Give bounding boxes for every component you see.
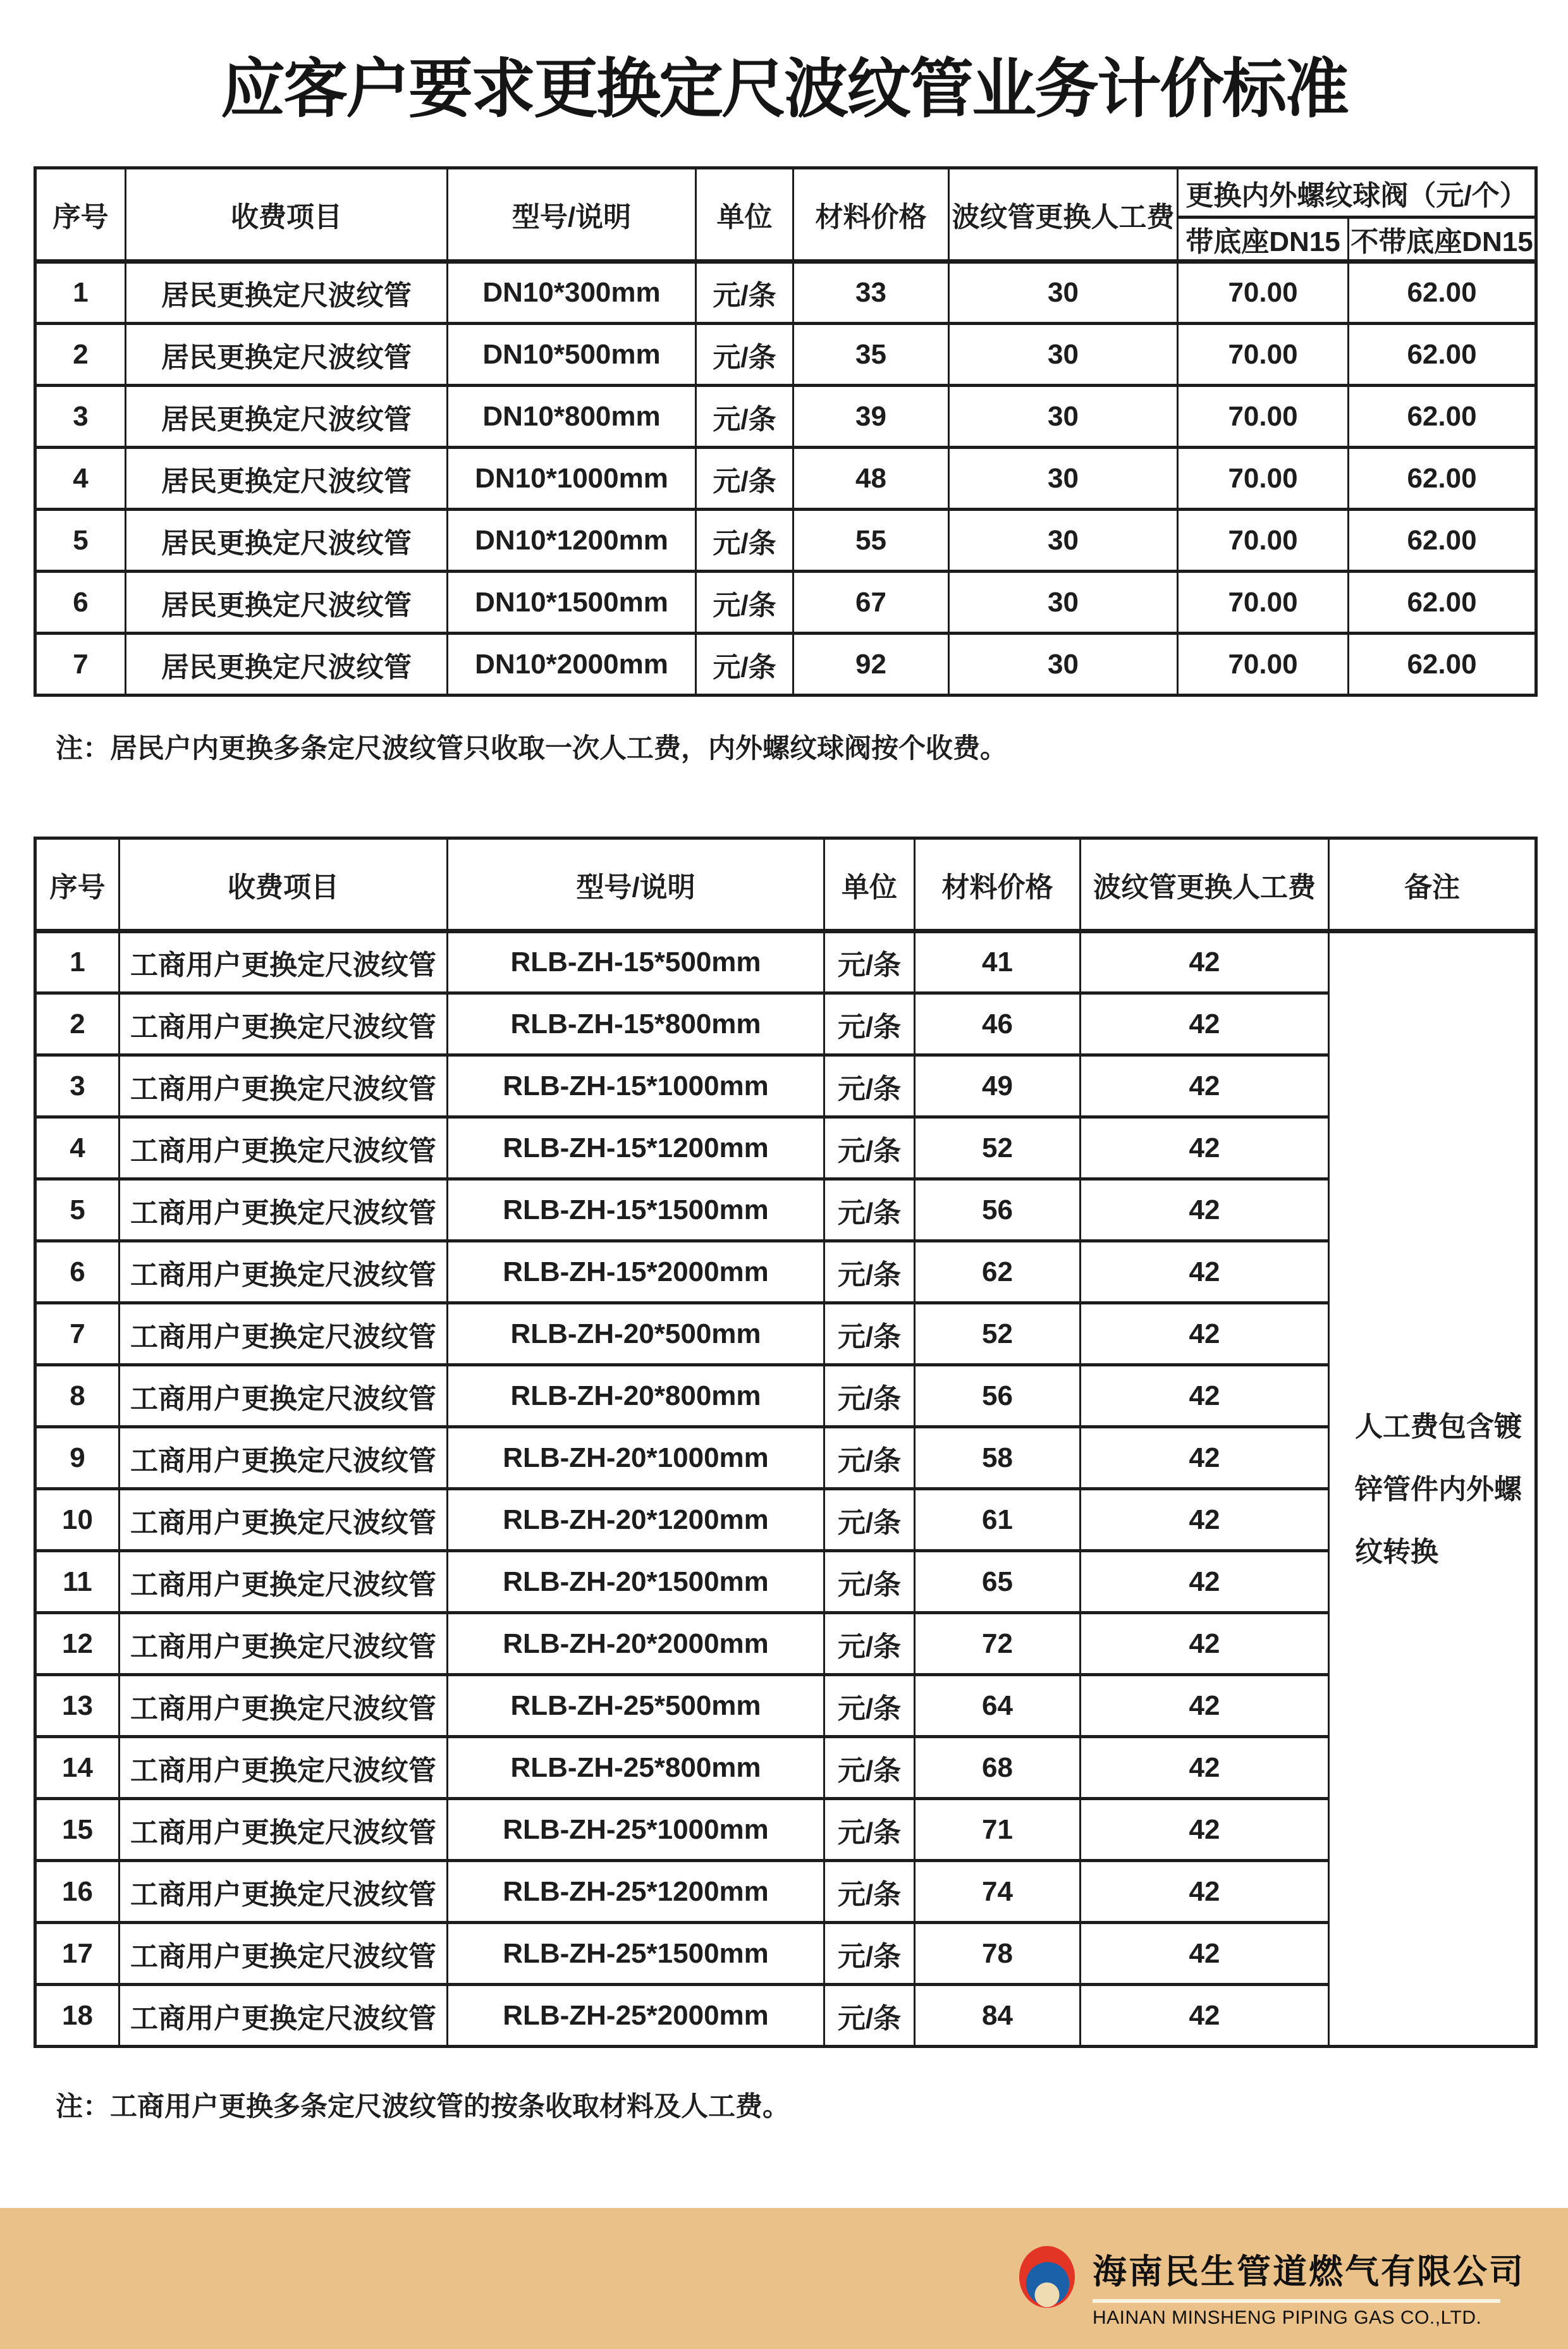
logo-divider bbox=[1093, 2299, 1500, 2303]
table-row bbox=[35, 324, 1536, 386]
table-cell: 62.00 bbox=[1349, 448, 1536, 510]
table-cell: 元/条 bbox=[696, 324, 793, 386]
table-cell: 64 bbox=[915, 1675, 1081, 1737]
table-cell: RLB-ZH-25*2000mm bbox=[448, 1985, 824, 2047]
table-cell: DN10*1500mm bbox=[448, 572, 696, 634]
table-cell: 8 bbox=[35, 1365, 119, 1427]
company-name-cn: 海南民生管道燃气有限公司 bbox=[1093, 2253, 1525, 2291]
col-header-material: 材料价格 bbox=[793, 168, 949, 262]
table-cell: 元/条 bbox=[824, 1551, 915, 1613]
table-row bbox=[35, 572, 1536, 634]
table-cell: 工商用户更换定尺波纹管 bbox=[119, 1303, 448, 1365]
col-header-valve-nobase: 不带底座DN15 bbox=[1349, 218, 1536, 262]
table-cell: RLB-ZH-25*1200mm bbox=[448, 1861, 824, 1923]
company-name-block bbox=[1093, 2245, 1525, 2329]
table-cell: 70.00 bbox=[1178, 634, 1349, 696]
table-cell: 52 bbox=[915, 1303, 1081, 1365]
col-header-seq: 序号 bbox=[35, 838, 119, 931]
table-cell: 居民更换定尺波纹管 bbox=[126, 262, 448, 324]
table-cell: 工商用户更换定尺波纹管 bbox=[119, 1737, 448, 1799]
table-cell: 居民更换定尺波纹管 bbox=[126, 510, 448, 572]
table-row bbox=[35, 1737, 1536, 1799]
table-cell: RLB-ZH-20*1200mm bbox=[448, 1489, 824, 1551]
table-cell: 13 bbox=[35, 1675, 119, 1737]
table-cell: DN10*1000mm bbox=[448, 448, 696, 510]
residential-rows bbox=[35, 262, 1536, 696]
table-cell: 48 bbox=[793, 448, 949, 510]
table-cell: 4 bbox=[35, 1117, 119, 1179]
table-cell: 42 bbox=[1081, 1241, 1329, 1303]
table-cell: 元/条 bbox=[824, 1861, 915, 1923]
table-row bbox=[35, 1055, 1536, 1117]
table-row bbox=[35, 931, 1536, 993]
col-header-model: 型号/说明 bbox=[448, 838, 824, 931]
table-cell: 30 bbox=[949, 448, 1178, 510]
table-cell: 62 bbox=[915, 1241, 1081, 1303]
table-cell: 55 bbox=[793, 510, 949, 572]
table-cell: 30 bbox=[949, 262, 1178, 324]
table-cell: 72 bbox=[915, 1613, 1081, 1675]
table-cell: DN10*800mm bbox=[448, 386, 696, 448]
table-row bbox=[35, 1117, 1536, 1179]
table-cell: 42 bbox=[1081, 1861, 1329, 1923]
table-cell: 工商用户更换定尺波纹管 bbox=[119, 1117, 448, 1179]
table-cell: 元/条 bbox=[696, 634, 793, 696]
table-row bbox=[35, 1675, 1536, 1737]
table-row bbox=[35, 448, 1536, 510]
table-cell: 元/条 bbox=[696, 386, 793, 448]
col-header-unit: 单位 bbox=[824, 838, 915, 931]
table-cell: 30 bbox=[949, 634, 1178, 696]
table-cell: 元/条 bbox=[824, 1799, 915, 1861]
commercial-rows bbox=[35, 931, 1536, 2047]
table-cell: RLB-ZH-25*1500mm bbox=[448, 1923, 824, 1985]
table-cell: 元/条 bbox=[824, 1985, 915, 2047]
table-row bbox=[35, 1985, 1536, 2047]
table-cell: 元/条 bbox=[824, 1303, 915, 1365]
table-cell: 6 bbox=[35, 572, 126, 634]
table-cell: 10 bbox=[35, 1489, 119, 1551]
table-cell: 工商用户更换定尺波纹管 bbox=[119, 993, 448, 1055]
col-header-labor: 波纹管更换人工费 bbox=[949, 168, 1178, 262]
col-header-valve-group: 更换内外螺纹球阀（元/个） bbox=[1178, 168, 1536, 218]
table-cell: RLB-ZH-20*2000mm bbox=[448, 1613, 824, 1675]
table-cell: RLB-ZH-20*1500mm bbox=[448, 1551, 824, 1613]
table-cell: 30 bbox=[949, 572, 1178, 634]
table-row bbox=[35, 1179, 1536, 1241]
col-header-valve-base: 带底座DN15 bbox=[1178, 218, 1349, 262]
table-cell: 42 bbox=[1081, 1489, 1329, 1551]
table-cell: RLB-ZH-20*1000mm bbox=[448, 1427, 824, 1489]
table-row bbox=[35, 634, 1536, 696]
table-cell: 工商用户更换定尺波纹管 bbox=[119, 1923, 448, 1985]
table-cell: 61 bbox=[915, 1489, 1081, 1551]
col-header-unit: 单位 bbox=[696, 168, 793, 262]
table-cell: RLB-ZH-15*500mm bbox=[448, 931, 824, 993]
table-cell: 58 bbox=[915, 1427, 1081, 1489]
remark-line: 人工费包含镀 bbox=[1355, 1411, 1522, 1442]
table-cell: 42 bbox=[1081, 1117, 1329, 1179]
table-cell: 30 bbox=[949, 510, 1178, 572]
table-cell: 56 bbox=[915, 1179, 1081, 1241]
table-cell: 42 bbox=[1081, 1675, 1329, 1737]
table-cell: 工商用户更换定尺波纹管 bbox=[119, 1799, 448, 1861]
table-cell: 56 bbox=[915, 1365, 1081, 1427]
table-cell: DN10*300mm bbox=[448, 262, 696, 324]
company-logo-icon bbox=[1019, 2246, 1075, 2308]
table-cell: 元/条 bbox=[824, 1737, 915, 1799]
remark-line: 纹转换 bbox=[1355, 1536, 1438, 1567]
table-cell: 42 bbox=[1081, 1985, 1329, 2047]
table-cell: 6 bbox=[35, 1241, 119, 1303]
table-cell: 2 bbox=[35, 324, 126, 386]
table-cell: 元/条 bbox=[824, 1923, 915, 1985]
table-cell: 46 bbox=[915, 993, 1081, 1055]
table-cell: 工商用户更换定尺波纹管 bbox=[119, 1365, 448, 1427]
table-cell: 元/条 bbox=[696, 510, 793, 572]
table-cell: 74 bbox=[915, 1861, 1081, 1923]
table-cell: 3 bbox=[35, 1055, 119, 1117]
table-row bbox=[35, 993, 1536, 1055]
table-cell: 41 bbox=[915, 931, 1081, 993]
table-cell: RLB-ZH-15*800mm bbox=[448, 993, 824, 1055]
table-cell: 62.00 bbox=[1349, 510, 1536, 572]
table-cell: 17 bbox=[35, 1923, 119, 1985]
table-cell: 居民更换定尺波纹管 bbox=[126, 448, 448, 510]
col-header-material: 材料价格 bbox=[915, 838, 1081, 931]
table-cell: 30 bbox=[949, 386, 1178, 448]
table-cell: 元/条 bbox=[824, 1179, 915, 1241]
table-cell: 5 bbox=[35, 1179, 119, 1241]
col-header-model: 型号/说明 bbox=[448, 168, 696, 262]
table-cell: RLB-ZH-25*800mm bbox=[448, 1737, 824, 1799]
table-cell: 元/条 bbox=[824, 993, 915, 1055]
table-cell: 元/条 bbox=[824, 1675, 915, 1737]
table-row bbox=[35, 1427, 1536, 1489]
col-header-seq: 序号 bbox=[35, 168, 126, 262]
table-cell: 7 bbox=[35, 1303, 119, 1365]
page-title: 应客户要求更换定尺波纹管业务计价标准 bbox=[221, 53, 1347, 125]
table-cell: 62.00 bbox=[1349, 324, 1536, 386]
table-cell: 元/条 bbox=[824, 1117, 915, 1179]
table-cell: DN10*1200mm bbox=[448, 510, 696, 572]
col-header-remark: 备注 bbox=[1329, 838, 1536, 931]
table-cell: RLB-ZH-15*1000mm bbox=[448, 1055, 824, 1117]
table-cell: 元/条 bbox=[824, 1055, 915, 1117]
table-cell: 30 bbox=[949, 324, 1178, 386]
table-cell: 70.00 bbox=[1178, 510, 1349, 572]
table-cell: 62.00 bbox=[1349, 386, 1536, 448]
table-cell: 4 bbox=[35, 448, 126, 510]
table-cell: 工商用户更换定尺波纹管 bbox=[119, 1489, 448, 1551]
table-cell: 1 bbox=[35, 262, 126, 324]
table-cell: RLB-ZH-15*2000mm bbox=[448, 1241, 824, 1303]
table-cell: 42 bbox=[1081, 1799, 1329, 1861]
table-cell: 工商用户更换定尺波纹管 bbox=[119, 1675, 448, 1737]
table-cell: 工商用户更换定尺波纹管 bbox=[119, 1179, 448, 1241]
table-cell: 62.00 bbox=[1349, 262, 1536, 324]
table-cell: 70.00 bbox=[1178, 448, 1349, 510]
table-cell: RLB-ZH-25*1000mm bbox=[448, 1799, 824, 1861]
footer-brand bbox=[1019, 2245, 1525, 2329]
table-cell: 工商用户更换定尺波纹管 bbox=[119, 1613, 448, 1675]
table-cell: 3 bbox=[35, 386, 126, 448]
col-header-labor: 波纹管更换人工费 bbox=[1081, 838, 1329, 931]
table-cell: 9 bbox=[35, 1427, 119, 1489]
table-cell: 元/条 bbox=[824, 1365, 915, 1427]
table-cell: 工商用户更换定尺波纹管 bbox=[119, 1551, 448, 1613]
table-row bbox=[35, 510, 1536, 572]
table-cell: RLB-ZH-20*500mm bbox=[448, 1303, 824, 1365]
table-cell: 42 bbox=[1081, 1365, 1329, 1427]
table-cell: 42 bbox=[1081, 993, 1329, 1055]
table-row bbox=[35, 1613, 1536, 1675]
note-residential: 注：居民户内更换多条定尺波纹管只收取一次人工费，内外螺纹球阀按个收费。 bbox=[56, 733, 1007, 764]
table-cell: RLB-ZH-20*800mm bbox=[448, 1365, 824, 1427]
table-cell: 元/条 bbox=[824, 931, 915, 993]
table-cell: 70.00 bbox=[1178, 572, 1349, 634]
table-row bbox=[35, 1861, 1536, 1923]
table-cell: 元/条 bbox=[824, 1489, 915, 1551]
table-cell: 工商用户更换定尺波纹管 bbox=[119, 1861, 448, 1923]
table-row bbox=[35, 262, 1536, 324]
table-cell: 7 bbox=[35, 634, 126, 696]
pricing-table-commercial bbox=[34, 837, 1538, 2048]
table-cell: 工商用户更换定尺波纹管 bbox=[119, 1985, 448, 2047]
table-cell: 84 bbox=[915, 1985, 1081, 2047]
table-cell: RLB-ZH-15*1200mm bbox=[448, 1117, 824, 1179]
table-cell: 16 bbox=[35, 1861, 119, 1923]
table-cell: 42 bbox=[1081, 931, 1329, 993]
table-cell: 42 bbox=[1081, 1923, 1329, 1985]
table-cell: 67 bbox=[793, 572, 949, 634]
table-cell: 工商用户更换定尺波纹管 bbox=[119, 1241, 448, 1303]
table-cell: 52 bbox=[915, 1117, 1081, 1179]
table-cell: 11 bbox=[35, 1551, 119, 1613]
table-cell: 70.00 bbox=[1178, 262, 1349, 324]
table-cell: 12 bbox=[35, 1613, 119, 1675]
table-cell: DN10*500mm bbox=[448, 324, 696, 386]
table-cell: 35 bbox=[793, 324, 949, 386]
table-cell: 1 bbox=[35, 931, 119, 993]
table-cell: 18 bbox=[35, 1985, 119, 2047]
remark-line: 锌管件内外螺 bbox=[1355, 1473, 1522, 1505]
table-cell: 居民更换定尺波纹管 bbox=[126, 572, 448, 634]
table-cell: 元/条 bbox=[824, 1427, 915, 1489]
pricing-table-residential bbox=[34, 166, 1538, 697]
table-cell: 5 bbox=[35, 510, 126, 572]
table-row bbox=[35, 1489, 1536, 1551]
company-name-en: HAINAN MINSHENG PIPING GAS CO.,LTD. bbox=[1093, 2307, 1482, 2328]
table-cell: 元/条 bbox=[696, 448, 793, 510]
remark-cell bbox=[1329, 931, 1536, 2047]
table-cell: 工商用户更换定尺波纹管 bbox=[119, 1055, 448, 1117]
table-cell: 居民更换定尺波纹管 bbox=[126, 386, 448, 448]
table-cell: 42 bbox=[1081, 1179, 1329, 1241]
col-header-item: 收费项目 bbox=[126, 168, 448, 262]
table-cell: 15 bbox=[35, 1799, 119, 1861]
table-row bbox=[35, 1303, 1536, 1365]
table-cell: 元/条 bbox=[824, 1613, 915, 1675]
table-cell: 70.00 bbox=[1178, 324, 1349, 386]
table-cell: 42 bbox=[1081, 1303, 1329, 1365]
table-cell: 39 bbox=[793, 386, 949, 448]
table-cell: 元/条 bbox=[824, 1241, 915, 1303]
table-cell: 78 bbox=[915, 1923, 1081, 1985]
table-cell: 70.00 bbox=[1178, 386, 1349, 448]
table-cell: 元/条 bbox=[696, 262, 793, 324]
table-cell: 71 bbox=[915, 1799, 1081, 1861]
table-cell: 42 bbox=[1081, 1613, 1329, 1675]
table-cell: 工商用户更换定尺波纹管 bbox=[119, 1427, 448, 1489]
table-cell: 42 bbox=[1081, 1055, 1329, 1117]
table-row bbox=[35, 1799, 1536, 1861]
table-cell: 49 bbox=[915, 1055, 1081, 1117]
col-header-item: 收费项目 bbox=[119, 838, 448, 931]
table-row bbox=[35, 1551, 1536, 1613]
table-cell: 元/条 bbox=[696, 572, 793, 634]
table-row bbox=[35, 1923, 1536, 1985]
table-row bbox=[35, 1241, 1536, 1303]
table-cell: 62.00 bbox=[1349, 634, 1536, 696]
note-commercial: 注：工商用户更换多条定尺波纹管的按条收取材料及人工费。 bbox=[56, 2092, 790, 2122]
table-cell: 42 bbox=[1081, 1737, 1329, 1799]
table-cell: 68 bbox=[915, 1737, 1081, 1799]
table-cell: 2 bbox=[35, 993, 119, 1055]
table-cell: 居民更换定尺波纹管 bbox=[126, 634, 448, 696]
table-cell: DN10*2000mm bbox=[448, 634, 696, 696]
table-cell: 92 bbox=[793, 634, 949, 696]
table-cell: 14 bbox=[35, 1737, 119, 1799]
table-cell: 居民更换定尺波纹管 bbox=[126, 324, 448, 386]
table-cell: 工商用户更换定尺波纹管 bbox=[119, 931, 448, 993]
table-cell: RLB-ZH-15*1500mm bbox=[448, 1179, 824, 1241]
table-row bbox=[35, 1365, 1536, 1427]
table-cell: 65 bbox=[915, 1551, 1081, 1613]
table-cell: 33 bbox=[793, 262, 949, 324]
table-cell: 62.00 bbox=[1349, 572, 1536, 634]
table-cell: 42 bbox=[1081, 1427, 1329, 1489]
table-cell: RLB-ZH-25*500mm bbox=[448, 1675, 824, 1737]
table-row bbox=[35, 386, 1536, 448]
table-cell: 42 bbox=[1081, 1551, 1329, 1613]
